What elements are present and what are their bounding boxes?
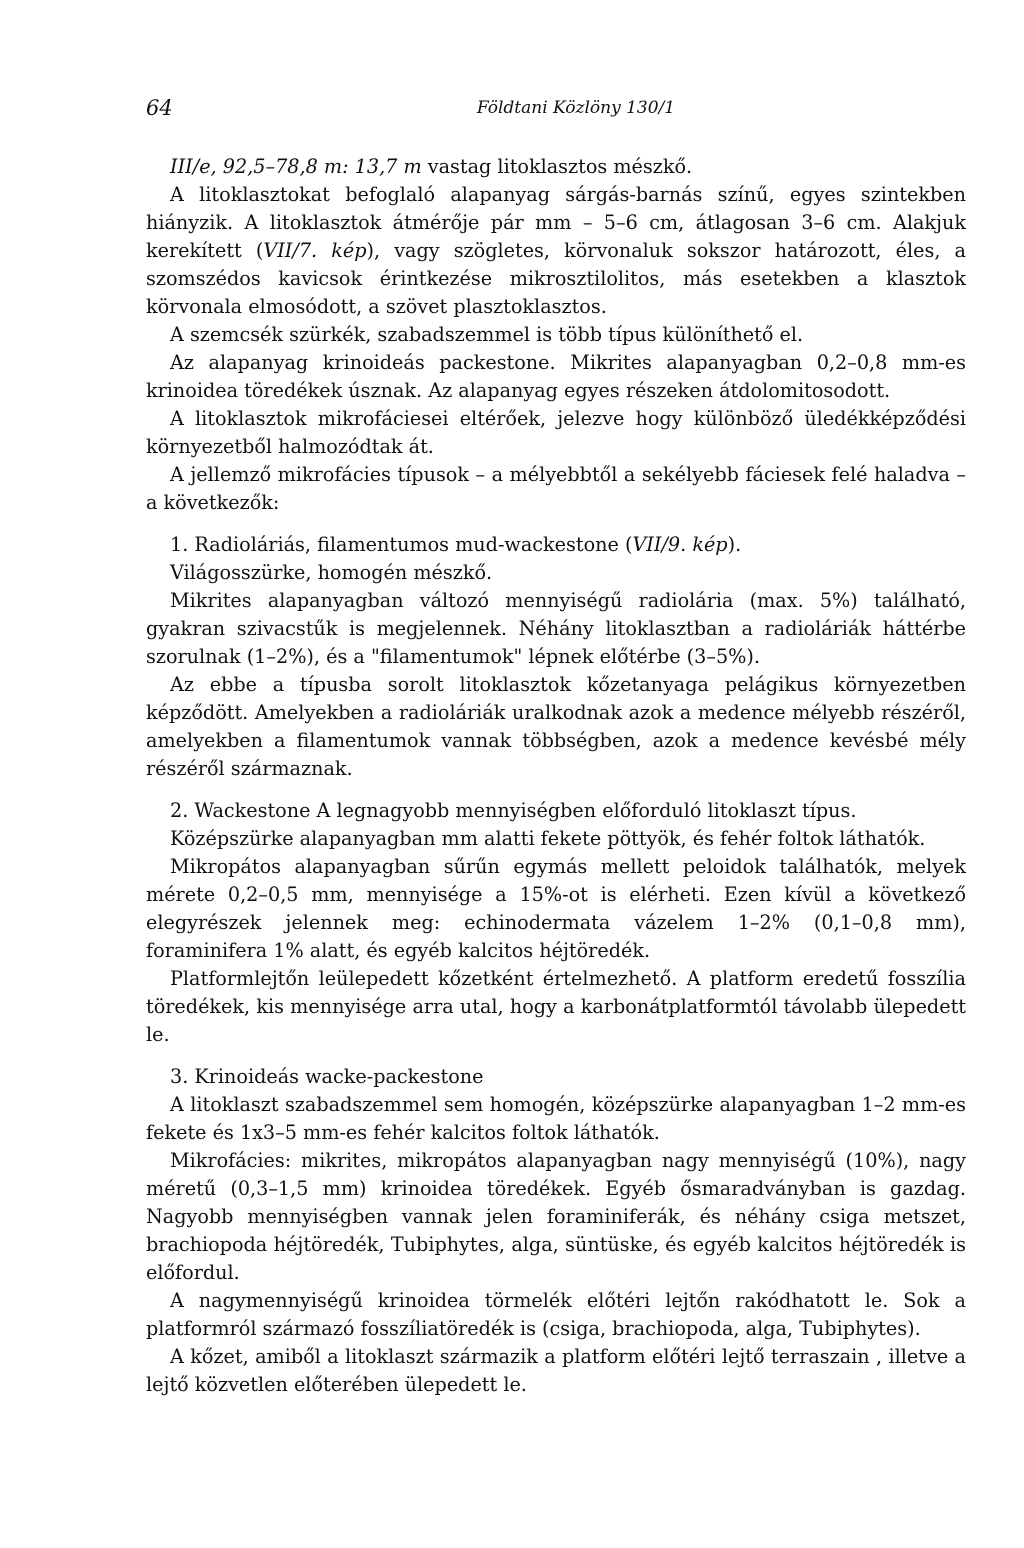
paragraph-szemcsek: A szemcsék szürkék, szabadszemmel is több típus különíthető el. [170, 323, 804, 346]
type-1-paragraph: Az ebbe a típusba sorolt litoklasztok kőzetanyaga pelágikus környezetben képződött. Amelyekben a radioláriák uralkodnak azok a medence mélyebb részéről, amelyekben a filamentumok vannak többségben, azok a medence kevésbé mély részéről származnak. [146, 673, 966, 780]
paragraph-alapanyag: Az alapanyag krinoideás packestone. Mikrites alapanyagban 0,2–0,8 mm-es krinoidea töredékek úsznak. Az alapanyag egyes részeken átdolomitosodott. [146, 351, 966, 402]
article-body [146, 153, 966, 1399]
type-1-paragraph: Mikrites alapanyagban változó mennyiségű radiolária (max. 5%) található, gyakran szivacstűk is megjelennek. Néhány litoklasztban a radioláriák háttérbe szorulnak (1–2%), és a "filamentumok" lépnek előtérbe (3–5%). [146, 589, 966, 668]
page-header [146, 96, 966, 126]
figure-reference: VII/9. kép [632, 533, 728, 556]
paragraph-text: ), vagy szögletes, körvonaluk sokszor határozott, éles, a szomszédos kavicsok érintkezése mikrosztilolitos, más esetekben a klasztok körvonala elmosódott, a szövet plasztoklasztos. [146, 239, 966, 318]
paragraph-mikrofaciesek: A litoklasztok mikrofáciesei eltérőek, jelezve hogy különböző üledékképződési környezetből halmozódtak át. [146, 407, 966, 458]
type-3-paragraph: A litoklaszt szabadszemmel sem homogén, középszürke alapanyagban 1–2 mm-es fekete és 1x3–5 mm-es fehér kalcitos foltok láthatók. [146, 1093, 966, 1144]
figure-reference: VII/7. kép [263, 239, 367, 262]
type-2-paragraph: Középszürke alapanyagban mm alatti fekete pöttyök, és fehér foltok láthatók. [170, 827, 926, 850]
paragraph-text: A litoklasztokat befoglaló alapanyag sárgás-barnás színű, egyes szintekben hiányzik. A litoklasztok átmérője pár mm – 5–6 cm, átlagosan 3–6 cm. Alakjuk kerekített ( [146, 183, 966, 262]
paragraph-litoklasztok [146, 181, 966, 321]
section-heading-text: vastag litoklasztos mészkő. [421, 155, 693, 178]
type-1-title [146, 531, 966, 559]
type-1-paragraph: Világosszürke, homogén mészkő. [170, 561, 493, 584]
type-3-paragraph: Mikrofácies: mikrites, mikropátos alapanyagban nagy mennyiségű (10%), nagy méretű (0,3–1,5 mm) krinoidea töredékek. Egyéb ősmaradványban is gazdag. Nagyobb mennyiségben vannak jelen foraminiferák, és néhány csiga metszet, brachiopoda héjtöredék, Tubiphytes, alga, süntüske, és egyéb kalcitos héjtöredék is előfordul. [146, 1149, 966, 1284]
type-3-paragraph: A kőzet, amiből a litoklaszt származik a platform előtéri lejtő terraszain , illetve a lejtő közvetlen előterében ülepedett le. [146, 1345, 966, 1396]
journal-title: Földtani Közlöny 130/1 [476, 98, 676, 118]
type-title-text: 1. Radioláriás, filamentumos mud-wackestone ( [170, 533, 633, 556]
section-code: III/e, 92,5–78,8 m: 13,7 m [170, 155, 422, 178]
page-number: 64 [146, 96, 173, 120]
type-2-title: 2. Wackestone A legnagyobb mennyiségben előforduló litoklaszt típus. [170, 799, 857, 822]
type-title-end: ). [727, 533, 742, 556]
type-3-title: 3. Krinoideás wacke-packestone [170, 1065, 484, 1088]
section-heading-iii-e [146, 153, 966, 181]
type-2-paragraph: Mikropátos alapanyagban sűrűn egymás mellett peloidok találhatók, melyek mérete 0,2–0,5 mm, mennyisége a 15%-ot is elérheti. Ezen kívül a következő elegyrészek jelennek meg: echinodermata vázelem 1–2% (0,1–0,8 mm), foraminifera 1% alatt, és egyéb kalcitos héjtöredék. [146, 855, 966, 962]
paragraph-tipusok: A jellemző mikrofácies típusok – a mélyebbtől a sekélyebb fáciesek felé haladva – a következők: [146, 463, 966, 514]
type-2-paragraph: Platformlejtőn leülepedett kőzetként értelmezhető. A platform eredetű fosszília töredékek, kis mennyisége arra utal, hogy a karbonátplatformtól távolabb ülepedett le. [146, 967, 966, 1046]
type-3-paragraph: A nagymennyiségű krinoidea törmelék előtéri lejtőn rakódhatott le. Sok a platformról származó fosszíliatöredék is (csiga, brachiopoda, alga, Tubiphytes). [146, 1289, 966, 1340]
